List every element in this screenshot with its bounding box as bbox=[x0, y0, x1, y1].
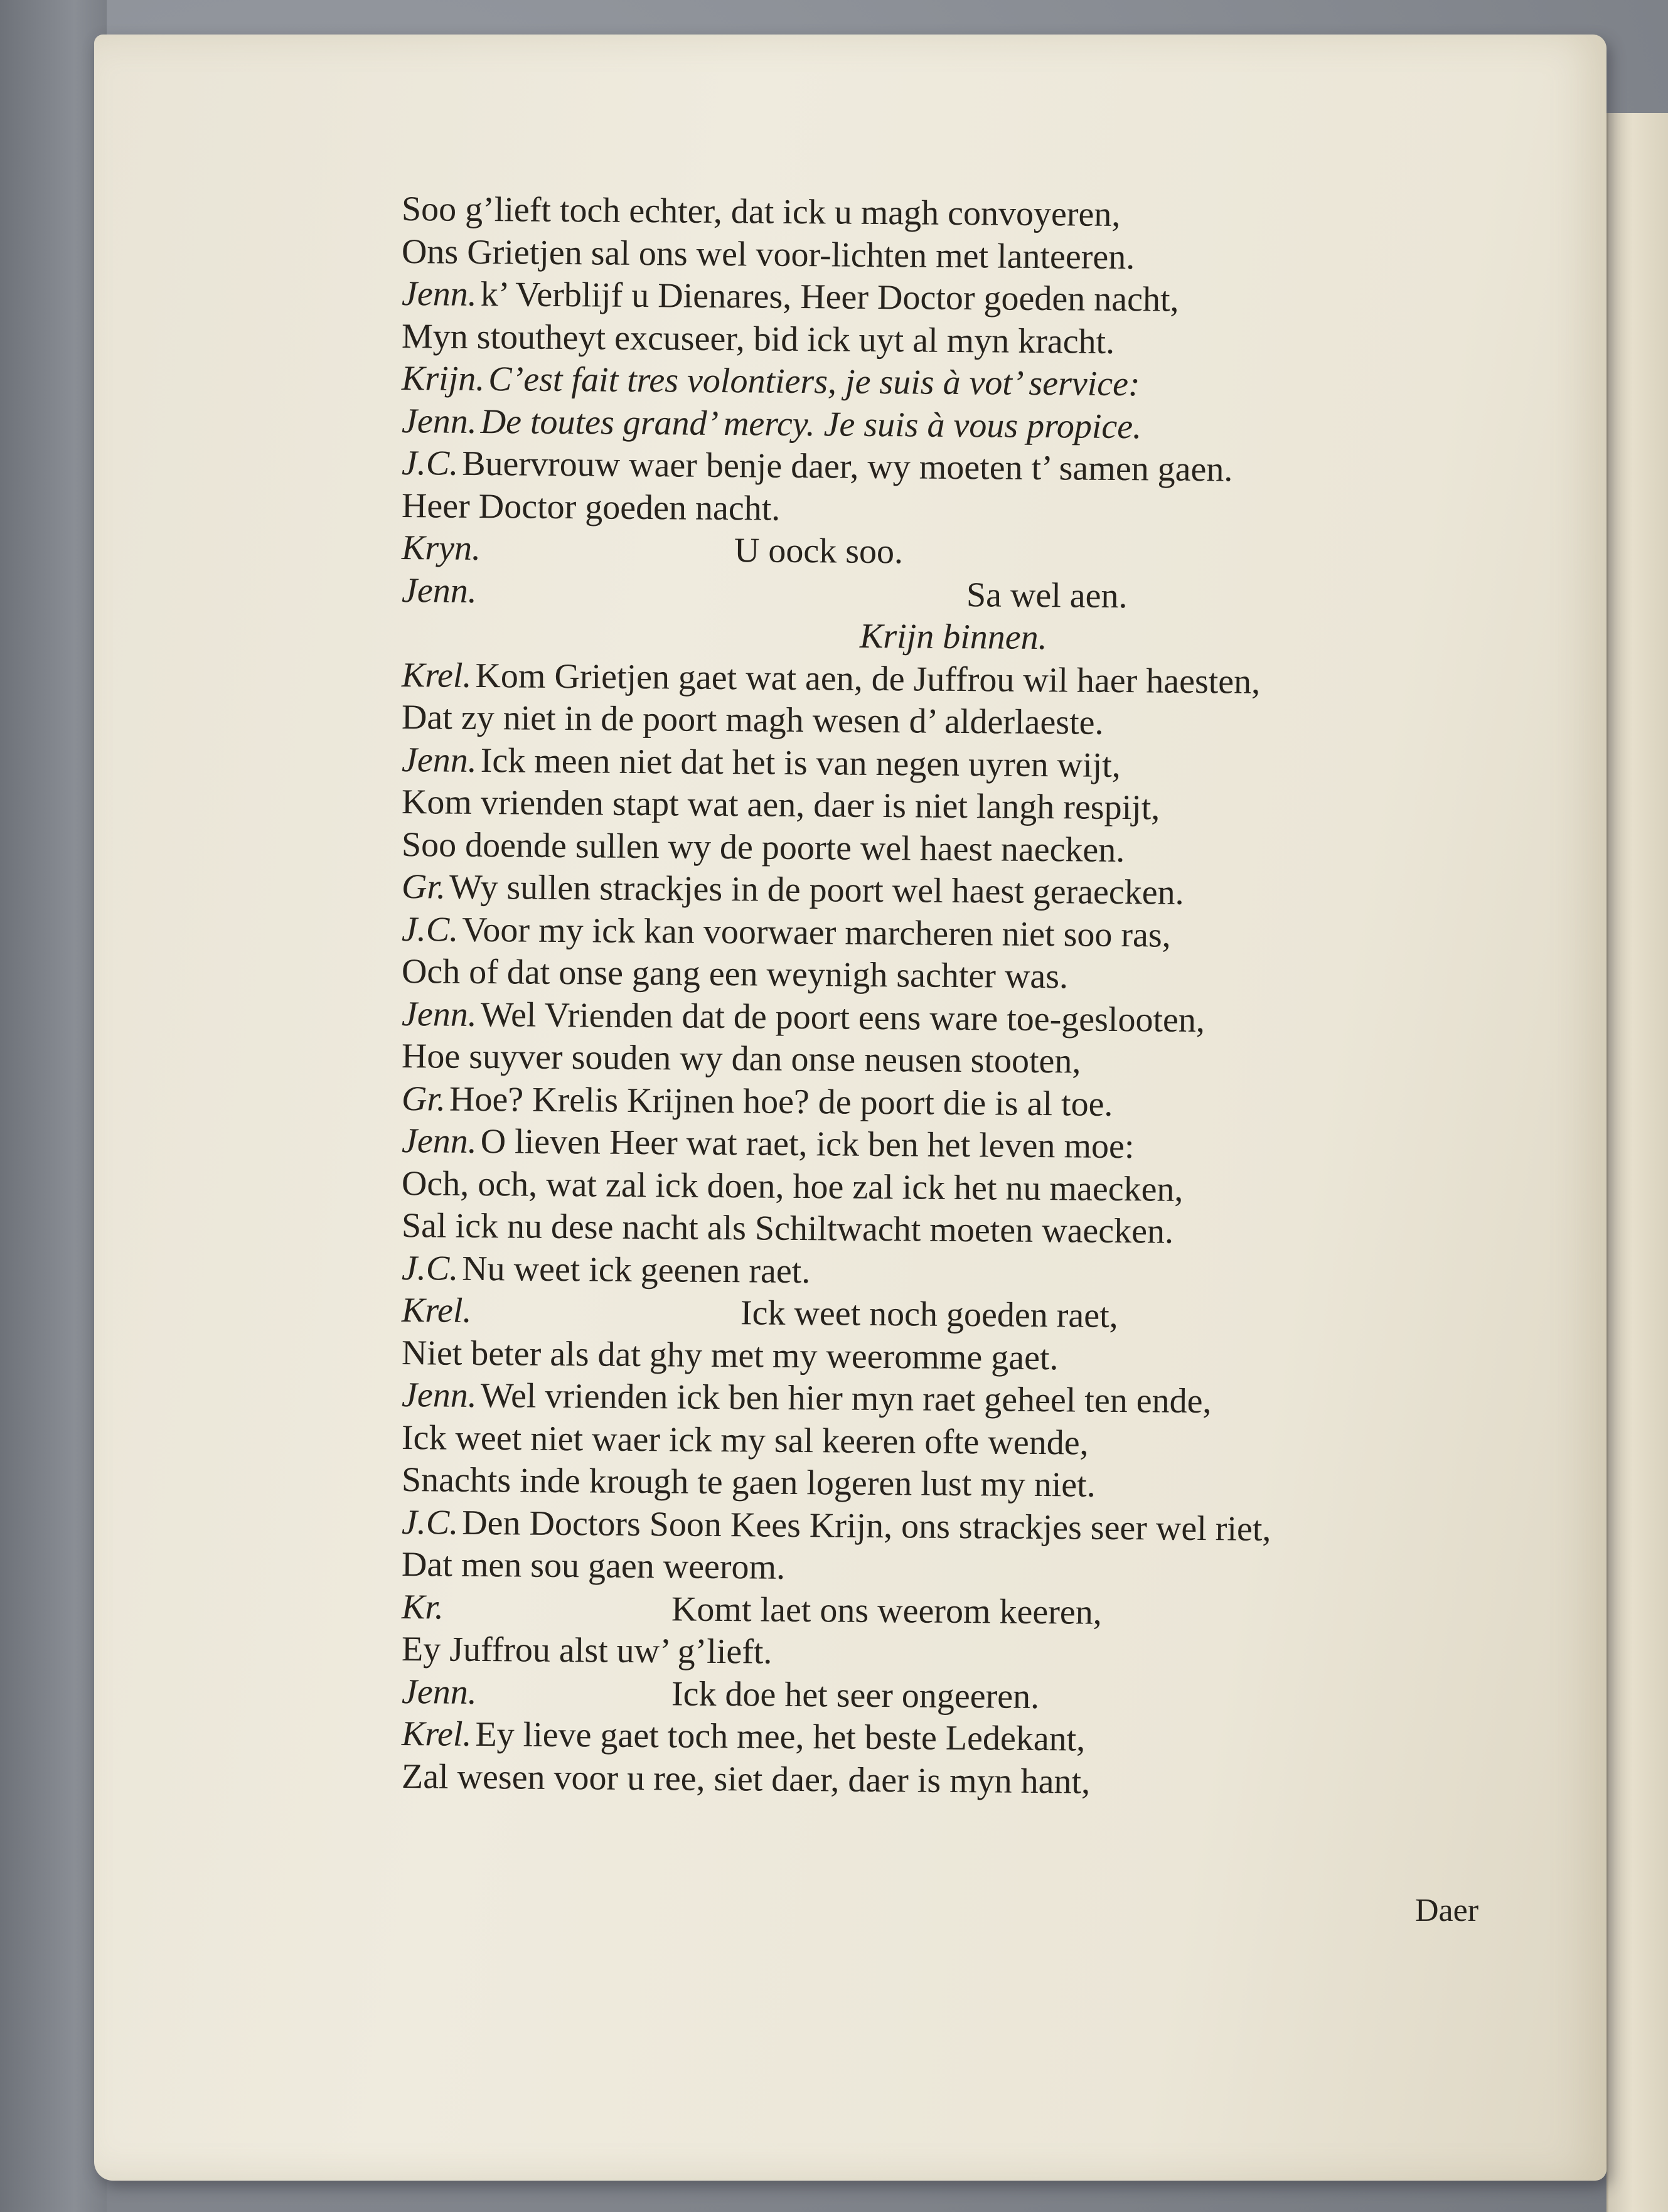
speaker-name: Jenn. bbox=[401, 401, 477, 441]
verse-line bbox=[402, 909, 1381, 959]
verse-text: Ey Juffrou alst uw’ g’lieft. bbox=[401, 1630, 773, 1672]
verse-text: Nu weet ick geenen raet. bbox=[461, 1249, 811, 1291]
speaker-name: Krel. bbox=[401, 655, 472, 695]
verse-text: Sa wel aen. bbox=[966, 575, 1128, 616]
verse-line bbox=[402, 188, 1381, 238]
catchword: Daer bbox=[1415, 1893, 1479, 1928]
verse-text: Heer Doctor goeden nacht. bbox=[401, 486, 781, 528]
verse-line bbox=[402, 570, 1381, 620]
verse-text: Kom Grietjen gaet wat aen, de Juffrou wil haer haesten, bbox=[475, 656, 1261, 702]
verse-line bbox=[402, 1332, 1381, 1382]
verse-text: Ons Grietjen sal ons wel voor-lichten met lanteeren. bbox=[401, 232, 1135, 277]
verse-text: Voor my ick kan voorwaer marcheren niet soo ras, bbox=[461, 910, 1171, 955]
verse-text: Buervrouw waer benje daer, wy moeten t’ samen gaen. bbox=[461, 444, 1233, 489]
verse-line bbox=[402, 442, 1381, 493]
verse-text: Dat zy niet in de poort magh wesen d’ alderlaeste. bbox=[401, 698, 1104, 742]
verse-line bbox=[402, 993, 1381, 1044]
verse-line bbox=[402, 1586, 1381, 1637]
speaker-name: Kryn. bbox=[401, 528, 481, 568]
speaker-name: J.C. bbox=[401, 1502, 459, 1542]
verse-text: Ey lieve gaet toch mee, het beste Ledekant, bbox=[475, 1714, 1086, 1759]
facing-page-edge bbox=[1607, 113, 1668, 2212]
verse-text: Soo doende sullen wy de poorte wel haest naecken. bbox=[401, 825, 1125, 870]
speaker-name: Krel. bbox=[401, 1714, 472, 1754]
verse-text: Och of dat onse gang een weynigh sachter was. bbox=[401, 952, 1069, 996]
speaker-name: Jenn. bbox=[401, 1376, 477, 1415]
verse-line bbox=[402, 697, 1381, 747]
speaker-name: Kr. bbox=[401, 1587, 444, 1627]
verse-line bbox=[402, 1374, 1381, 1424]
verse-text: Soo g’lieft toch echter, dat ick u magh convoyeren, bbox=[401, 190, 1121, 234]
verse-text: Snachts inde krough te gaen logeren lust my niet. bbox=[401, 1460, 1096, 1505]
verse-line bbox=[402, 1459, 1381, 1509]
verse-text: Ick doe het seer ongeeren. bbox=[671, 1674, 1040, 1716]
verse-text: Hoe? Krelis Krijnen hoe? de poort die is al toe. bbox=[449, 1079, 1113, 1124]
verse-line bbox=[402, 1035, 1381, 1086]
verse-line bbox=[402, 1290, 1381, 1340]
verse-line bbox=[402, 866, 1381, 916]
verse-line bbox=[402, 1120, 1381, 1170]
verse-line bbox=[402, 1078, 1381, 1128]
speaker-name: Jenn. bbox=[401, 570, 477, 611]
verse-text: Och, och, wat zal ick doen, hoe zal ick het nu maecken, bbox=[401, 1163, 1184, 1209]
verse-text: C’est fait tres volontiers, je suis à vot’ service: bbox=[488, 360, 1140, 404]
verse-line bbox=[402, 316, 1381, 366]
background-shadow bbox=[0, 0, 107, 2212]
verse-line bbox=[402, 951, 1381, 1001]
verse-line bbox=[402, 655, 1381, 705]
verse-line bbox=[402, 400, 1381, 451]
verse-line bbox=[402, 1628, 1381, 1679]
verse-text: Den Doctors Soon Kees Krijn, ons strackjes seer wel riet, bbox=[461, 1503, 1271, 1549]
verse-text: Zal wesen voor u ree, siet daer, daer is myn hant, bbox=[401, 1756, 1091, 1802]
verse-line bbox=[402, 1163, 1381, 1213]
verse-text: k’ Verblijf u Dienares, Heer Doctor goeden nacht, bbox=[480, 274, 1179, 319]
verse-line bbox=[402, 739, 1381, 789]
speaker-name: J.C. bbox=[401, 444, 459, 483]
verse-line bbox=[402, 824, 1381, 874]
verse-text: Niet beter als dat ghy met my weeromme gaet. bbox=[401, 1333, 1059, 1377]
verse-text: Dat men sou gaen weerom. bbox=[401, 1545, 786, 1587]
verse-text: Sal ick nu dese nacht als Schiltwacht moeten waecken. bbox=[401, 1206, 1174, 1251]
verse-text: Hoe suyver souden wy dan onse neusen stooten, bbox=[401, 1037, 1081, 1081]
speaker-name: Gr. bbox=[401, 1079, 446, 1119]
verse-line bbox=[402, 1671, 1381, 1721]
verse-line bbox=[402, 273, 1381, 323]
verse-text: U oock soo. bbox=[734, 531, 904, 572]
verse-text: O lieven Heer wat raet, ick ben het leven moe: bbox=[480, 1121, 1135, 1167]
verse-text: Ick weet noch goeden raet, bbox=[740, 1293, 1118, 1335]
page-text bbox=[401, 188, 1381, 1802]
speaker-name: Krijn. bbox=[401, 359, 485, 399]
verse-line bbox=[402, 781, 1381, 831]
verse-line bbox=[402, 612, 1381, 662]
verse-text: Ick weet niet waer ick my sal keeren ofte wende, bbox=[401, 1418, 1089, 1463]
verse-line bbox=[402, 231, 1381, 281]
verse-text: Ick meen niet dat het is van negen uyren wijt, bbox=[480, 740, 1121, 785]
speaker-name: Jenn. bbox=[401, 740, 477, 780]
verse-line bbox=[402, 1205, 1381, 1255]
verse-line bbox=[402, 1713, 1381, 1763]
verse-line bbox=[402, 1248, 1381, 1298]
verse-text: Wel vrienden ick ben hier myn raet geheel ten ende, bbox=[480, 1376, 1212, 1421]
verse-text: Wy sullen strackjes in de poort wel haest geraecken. bbox=[449, 867, 1184, 912]
verse-line bbox=[402, 527, 1381, 577]
speaker-name: Jenn. bbox=[401, 1121, 477, 1161]
verse-line bbox=[402, 1756, 1381, 1806]
verse-line bbox=[402, 1544, 1381, 1594]
speaker-name: Jenn. bbox=[401, 994, 477, 1034]
verse-text: Wel Vrienden dat de poort eens ware toe-geslooten, bbox=[480, 995, 1206, 1040]
verse-line bbox=[402, 485, 1381, 535]
speaker-name: J.C. bbox=[401, 909, 459, 949]
verse-line bbox=[402, 358, 1381, 408]
verse-text: Myn stoutheyt excuseer, bid ick uyt al myn kracht. bbox=[401, 316, 1115, 361]
speaker-name: Jenn. bbox=[401, 1672, 477, 1712]
speaker-name: Krel. bbox=[401, 1291, 472, 1330]
speaker-name: J.C. bbox=[401, 1248, 459, 1288]
verse-line bbox=[402, 1502, 1381, 1552]
stage-direction: Krijn binnen. bbox=[859, 616, 1047, 658]
speaker-name: Gr. bbox=[401, 867, 446, 907]
verse-text: De toutes grand’ mercy. Je suis à vous propice. bbox=[480, 402, 1142, 446]
verse-text: Kom vrienden stapt wat aen, daer is niet langh respijt, bbox=[401, 783, 1160, 828]
speaker-name: Jenn. bbox=[401, 274, 477, 314]
verse-text: Komt laet ons weerom keeren, bbox=[671, 1589, 1102, 1632]
verse-line bbox=[402, 1417, 1381, 1467]
